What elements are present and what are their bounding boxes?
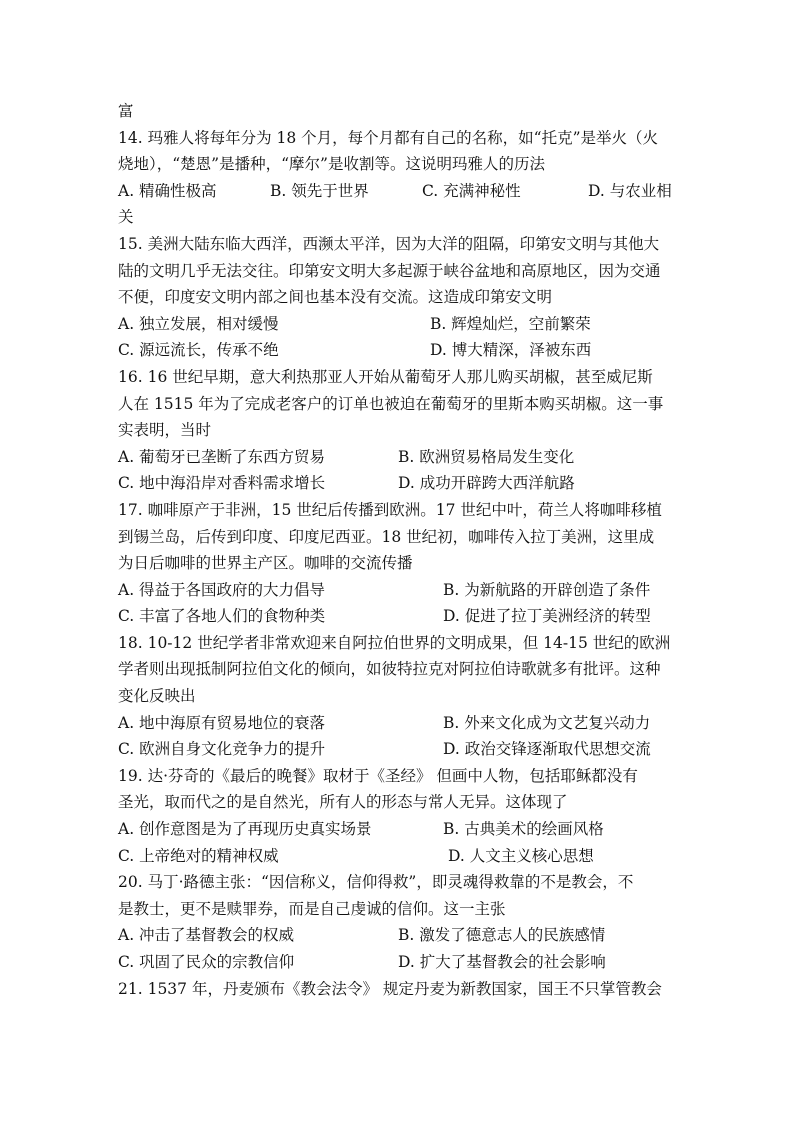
continuation-text: 富 (118, 102, 134, 120)
question-20 (118, 869, 678, 975)
question-line: 学者则出现抵制阿拉伯文化的倾向，如彼特拉克对阿拉伯诗歌就多有批评。这种 (118, 660, 661, 679)
question-line: 18. 10-12 世纪学者非常欢迎来自阿拉伯世界的文明成果，但 14-15 世纪的欧洲 (118, 633, 671, 652)
option-c: C. 充满神秘性 (422, 181, 521, 200)
options-row (118, 922, 678, 949)
option-c: C. 上帝绝对的精神权威 (118, 846, 279, 865)
options-row (118, 949, 678, 976)
question-line: 为日后咖啡的世界主产区。咖啡的交流传播 (118, 554, 413, 573)
option-d: D. 与农业相 (588, 181, 672, 200)
options-row (118, 710, 678, 737)
question-line: 20. 马丁·路德主张：“因信称义，信仰得救”，即灵魂得救靠的不是教会，不 (118, 873, 634, 892)
question-21 (118, 976, 678, 1003)
option-d: D. 促进了拉丁美洲经济的转型 (443, 607, 651, 626)
question-line: 实表明，当时 (118, 421, 212, 440)
option-b: B. 外来文化成为文艺复兴动力 (443, 713, 651, 732)
option-b: B. 激发了德意志人的民族感情 (398, 926, 606, 945)
option-d: D. 扩大了基督教会的社会影响 (398, 953, 606, 971)
option-b: B. 古典美术的绘画风格 (443, 820, 604, 839)
option-d-continuation: 关 (118, 208, 134, 227)
option-a: A. 独立发展，相对缓慢 (118, 314, 279, 333)
option-d: D. 人文主义核心思想 (448, 846, 594, 865)
option-d: D. 政治交锋逐渐取代思想交流 (443, 740, 651, 759)
options-row (118, 470, 678, 497)
options-row (118, 816, 678, 843)
options-row (118, 444, 678, 471)
options-row (118, 337, 678, 364)
question-line: 不便，印度安文明内部之间也基本没有交流。这造成印第安文明 (118, 288, 553, 307)
option-b: B. 辉煌灿烂，空前繁荣 (430, 314, 591, 333)
options-row (118, 178, 678, 205)
option-c: C. 巩固了民众的宗教信仰 (118, 953, 295, 971)
question-line: 14. 玛雅人将每年分为 18 个月，每个月都有自己的名称，如“托克”是举火（火 (118, 128, 659, 147)
option-a: A. 得益于各国政府的大力倡导 (118, 580, 326, 599)
option-c: C. 地中海沿岸对香料需求增长 (118, 474, 326, 493)
option-a: A. 创作意图是为了再现历史真实场景 (118, 820, 372, 839)
question-18 (118, 630, 678, 763)
option-c: C. 欧洲自身文化竞争力的提升 (118, 740, 326, 759)
question-line: 陆的文明几乎无法交往。印第安文明大多起源于峡谷盆地和高原地区，因为交通 (118, 261, 661, 280)
question-line: 圣光，取而代之的是自然光，所有人的形态与常人无异。这体现了 (118, 793, 568, 812)
question-line: 到锡兰岛，后传到印度、印度尼西亚。18 世纪初，咖啡传入拉丁美洲，这里成 (118, 527, 655, 546)
question-line: 变化反映出 (118, 687, 196, 706)
options-row (118, 736, 678, 763)
question-16 (118, 364, 678, 497)
question-15 (118, 231, 678, 364)
option-d: D. 成功开辟跨大西洋航路 (398, 474, 575, 493)
option-a: A. 精确性极高 (118, 181, 217, 200)
question-line: 人在 1515 年为了完成老客户的订单也被迫在葡萄牙的里斯本购买胡椒。这一事 (118, 394, 664, 413)
option-c: C. 丰富了各地人们的食物种类 (118, 607, 326, 626)
question-line: 16. 16 世纪早期，意大利热那亚人开始从葡萄牙人那儿购买胡椒，甚至威尼斯 (118, 367, 653, 386)
question-line: 19. 达·芬奇的《最后的晚餐》取材于《圣经》 但画中人物，包括耶稣都没有 (118, 766, 638, 785)
options-row (118, 311, 678, 338)
option-b: B. 为新航路的开辟创造了条件 (443, 580, 651, 599)
exam-page (118, 98, 678, 1002)
option-a: A. 葡萄牙已垄断了东西方贸易 (118, 447, 326, 466)
option-a: A. 冲击了基督教会的权威 (118, 926, 295, 945)
question-line: 21. 1537 年，丹麦颁布《教会法令》 规定丹麦为新教国家，国王不只掌管教会 (118, 979, 662, 998)
question-line: 15. 美洲大陆东临大西洋，西濒太平洋，因为大洋的阻隔，印第安文明与其他大 (118, 234, 660, 253)
question-line: 17. 咖啡原产于非洲，15 世纪后传播到欧洲。17 世纪中叶，荷兰人将咖啡移植 (118, 500, 662, 519)
options-row (118, 603, 678, 630)
option-c: C. 源远流长，传承不绝 (118, 341, 279, 360)
option-a: A. 地中海原有贸易地位的衰落 (118, 713, 326, 732)
question-line: 烧地），“楚恩”是播种，“摩尔”是收割等。这说明玛雅人的历法 (118, 155, 545, 174)
question-line: 是教士，更不是赎罪券，而是自己虔诚的信仰。这一主张 (118, 899, 506, 918)
option-b: B. 欧洲贸易格局发生变化 (398, 447, 575, 466)
question-17 (118, 497, 678, 630)
options-row (118, 577, 678, 604)
options-row (118, 843, 678, 870)
question-14 (118, 125, 678, 231)
option-b: B. 领先于世界 (270, 181, 369, 200)
question-19 (118, 763, 678, 869)
option-d: D. 博大精深，泽被东西 (430, 341, 592, 360)
